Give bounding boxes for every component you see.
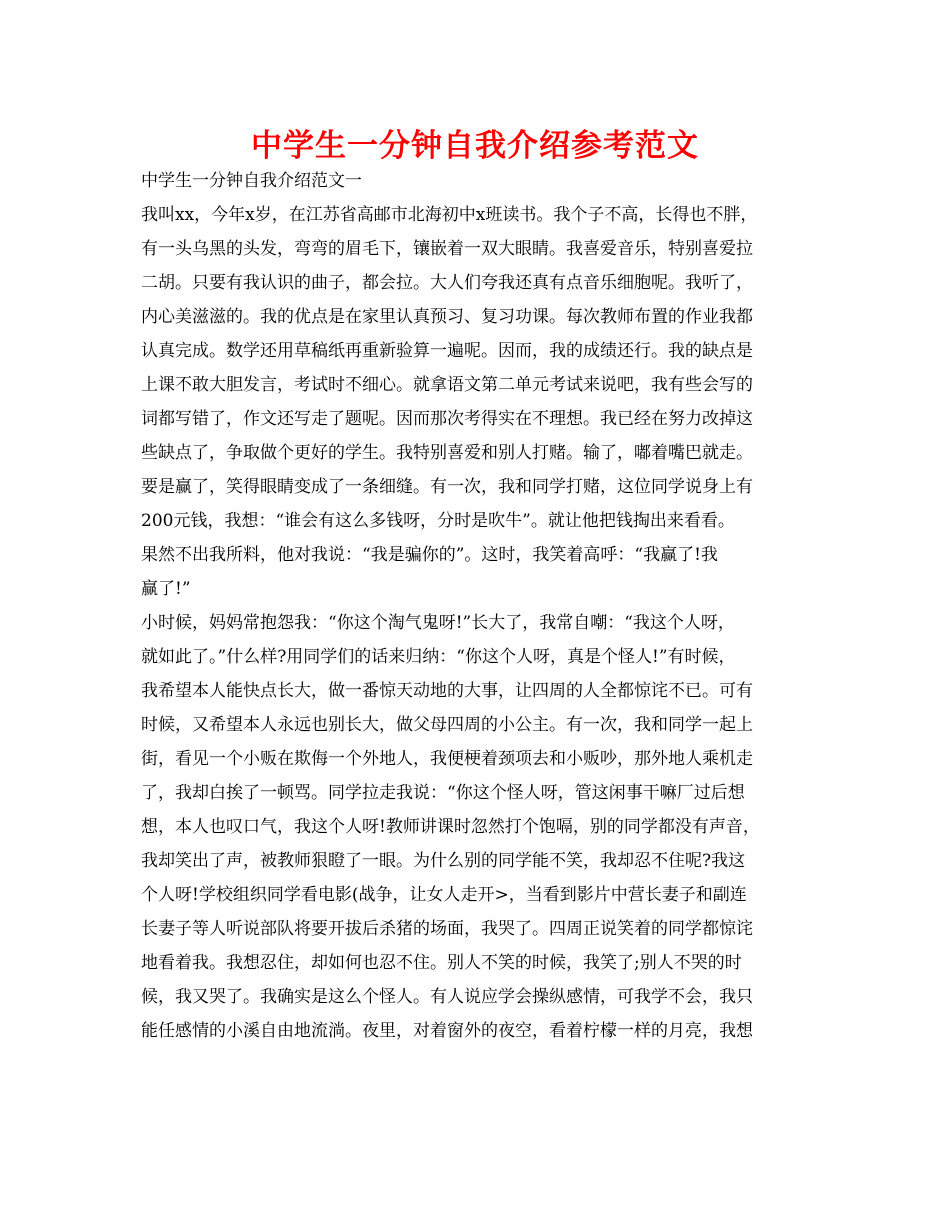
text-line: 长妻子等人听说部队将要开拔后杀猪的场面，我哭了。四周正说笑着的同学都惊诧 bbox=[141, 919, 753, 939]
text-line: 能任感情的小溪自由地流淌。夜里，对着窗外的夜空，看着柠檬一样的月亮，我想 bbox=[141, 1021, 753, 1041]
text-line: 果然不出我所料，他对我说：“我是骗你的”。这时，我笑着高呼：“我赢了!我 bbox=[141, 545, 718, 565]
text-line: 就如此了。”什么样?用同学们的话来归纳：“你这个人呀，真是个怪人!”有时候， bbox=[141, 647, 736, 667]
document-body bbox=[141, 164, 821, 1048]
text-line: 200元钱，我想：“谁会有这么多钱呀，分时是吹牛”。就让他把钱掏出来看看。 bbox=[141, 511, 735, 531]
text-line: 认真完成。数学还用草稿纸再重新验算一遍呢。因而，我的成绩还行。我的缺点是 bbox=[141, 341, 753, 361]
text-line: 赢了!” bbox=[141, 579, 191, 599]
text-line: 我希望本人能快点长大，做一番惊天动地的大事，让四周的人全都惊诧不已。可有 bbox=[141, 681, 753, 701]
paragraph-1 bbox=[141, 198, 821, 606]
text-line: 词都写错了，作文还写走了题呢。因而那次考得实在不理想。我已经在努力改掉这 bbox=[141, 409, 753, 429]
section-subtitle: 中学生一分钟自我介绍范文一 bbox=[141, 171, 362, 191]
text-line: 地看着我。我想忍住，却如何也忍不住。别人不笑的时候，我笑了;别人不哭的时 bbox=[141, 953, 742, 973]
text-line: 二胡。只要有我认识的曲子，都会拉。大人们夸我还真有点音乐细胞呢。我听了， bbox=[141, 273, 753, 293]
text-line: 内心美滋滋的。我的优点是在家里认真预习、复习功课。每次教师布置的作业我都 bbox=[141, 307, 753, 327]
text-line: 时候，又希望本人永远也别长大，做父母四周的小公主。有一次，我和同学一起上 bbox=[141, 715, 753, 735]
text-line: 小时候，妈妈常抱怨我：“你这个淘气鬼呀!”长大了，我常自嘲：“我这个人呀， bbox=[141, 613, 735, 633]
text-line: 候，我又哭了。我确实是这么个怪人。有人说应学会操纵感情，可我学不会，我只 bbox=[141, 987, 753, 1007]
text-line: 些缺点了，争取做个更好的学生。我特别喜爱和别人打赌。输了，嘟着嘴巴就走。 bbox=[141, 443, 753, 463]
text-line: 了，我却白挨了一顿骂。同学拉走我说：“你这个怪人呀，管这闲事干嘛厂过后想 bbox=[141, 783, 745, 803]
text-line: 街，看见一个小贩在欺侮一个外地人，我便梗着颈项去和小贩吵，那外地人乘机走 bbox=[141, 749, 753, 769]
text-line: 上课不敢大胆发言，考试时不细心。就拿语文第二单元考试来说吧，我有些会写的 bbox=[141, 375, 753, 395]
paragraph-2 bbox=[141, 606, 821, 1048]
text-line: 个人呀!学校组织同学看电影(战争，让女人走开>，当看到影片中营长妻子和副连 bbox=[141, 885, 747, 905]
text-line: 想，本人也叹口气，我这个人呀!教师讲课时忽然打个饱嗝，别的同学都没有声音， bbox=[141, 817, 760, 837]
text-line: 我叫xx，今年x岁，在江苏省高邮市北海初中x班读书。我个子不高，长得也不胖， bbox=[141, 205, 758, 225]
document-title: 中学生一分钟自我介绍参考范文 bbox=[251, 128, 699, 164]
text-line: 有一头乌黑的头发，弯弯的眉毛下，镶嵌着一双大眼睛。我喜爱音乐，特别喜爱拉 bbox=[141, 239, 753, 259]
text-line: 我却笑出了声，被教师狠瞪了一眼。为什么别的同学能不笑，我却忍不住呢?我这 bbox=[141, 851, 746, 871]
text-line: 要是赢了，笑得眼睛变成了一条细缝。有一次，我和同学打赌，这位同学说身上有 bbox=[141, 477, 753, 497]
